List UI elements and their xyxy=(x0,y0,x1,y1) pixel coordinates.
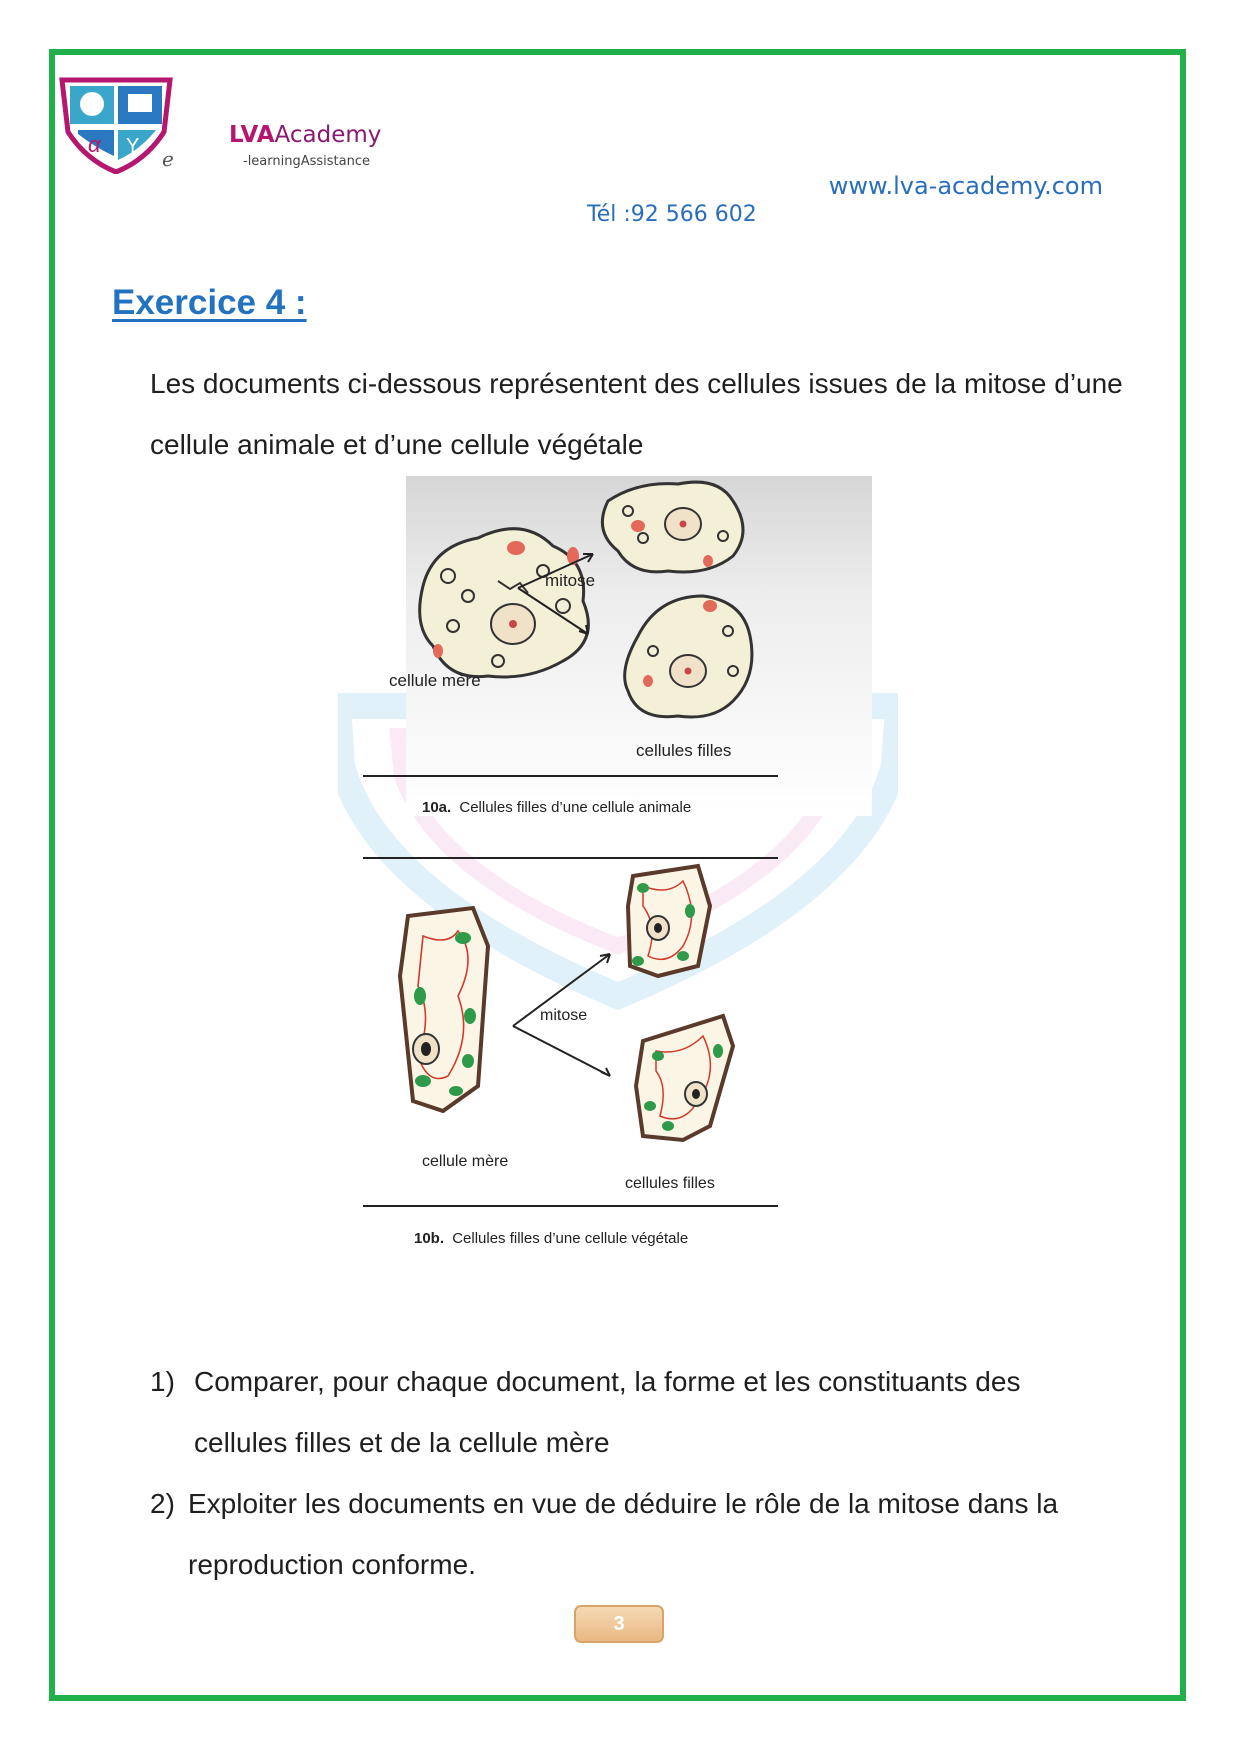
question-1 xyxy=(150,1351,1110,1473)
plant-caption xyxy=(414,1230,688,1247)
svg-text:α: α xyxy=(88,132,101,157)
plant-mother-label: cellule mère xyxy=(422,1153,509,1170)
animal-mother-label: cellule mère xyxy=(389,671,481,690)
exercise-title: Exercice 4 : xyxy=(112,283,307,322)
question-1-text: Comparer, pour chaque document, la forme et les constituants des cellules filles et de la cellule mère xyxy=(194,1366,1021,1458)
brand-name xyxy=(229,120,381,150)
animal-caption xyxy=(422,799,691,816)
plant-caption-num: 10b. xyxy=(414,1230,445,1247)
lva-academy-logo xyxy=(56,74,176,174)
question-1-number: 1) xyxy=(150,1366,175,1397)
plant-daughter-cell-2 xyxy=(636,1016,733,1140)
page-number: 3 xyxy=(574,1605,664,1643)
brand-academy: Academy xyxy=(274,122,382,148)
animal-mitose-label: mitose xyxy=(545,571,596,590)
animal-mother-cell xyxy=(420,529,589,677)
website-link[interactable]: www.lva-academy.com xyxy=(828,172,1103,200)
question-2-number: 2) xyxy=(150,1488,175,1519)
logo-e-letter: e xyxy=(162,147,174,171)
plant-mother-cell xyxy=(400,908,488,1111)
plant-mitose-label: mitose xyxy=(540,1007,588,1024)
brand-tagline: -learningAssistance xyxy=(243,154,370,169)
question-2 xyxy=(150,1473,1110,1595)
svg-text:Y: Y xyxy=(126,135,140,157)
animal-caption-num: 10a. xyxy=(422,799,452,816)
animal-daughter-cell-1 xyxy=(602,482,743,572)
animal-daughters-label: cellules filles xyxy=(636,741,732,760)
phone-number: Tél :92 566 602 xyxy=(587,202,757,227)
plant-daughter-cell-1 xyxy=(628,866,710,976)
plant-daughters-label: cellules filles xyxy=(625,1175,715,1192)
mitosis-figure xyxy=(338,476,898,1330)
exercise-intro: Les documents ci-dessous représentent des cellules issues de la mitose d’une cellule animale et d’une cellule végétale xyxy=(150,368,1123,460)
brand-lva: LVA xyxy=(229,122,275,148)
animal-caption-text: Cellules filles d’une cellule animale xyxy=(459,799,692,816)
plant-caption-text: Cellules filles d’une cellule végétale xyxy=(452,1230,689,1247)
question-2-text: Exploiter les documents en vue de déduire le rôle de la mitose dans la reproduction conforme. xyxy=(188,1488,1059,1580)
